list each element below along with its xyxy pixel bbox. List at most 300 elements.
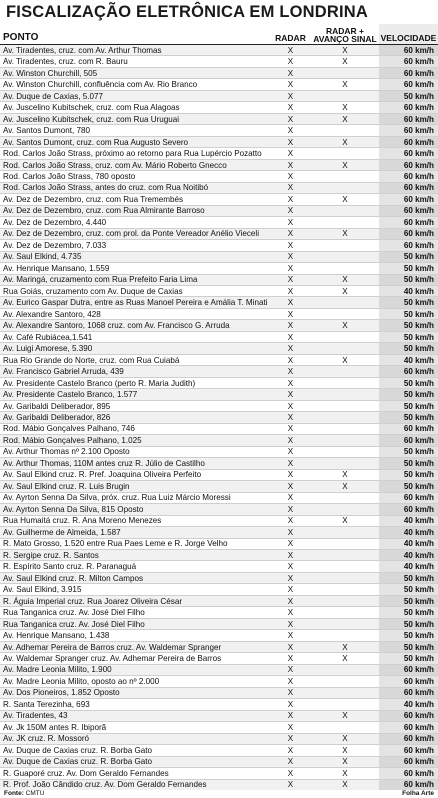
table-row: [0, 217, 438, 228]
cell-avanco: [311, 699, 379, 709]
table-row: [0, 688, 438, 699]
cell-velocidade: 40 km/h: [379, 561, 438, 571]
cell-ponto: Av. Maringá, cruzamento com Rua Prefeito Faria Lima: [3, 275, 198, 285]
cell-radar: X: [287, 654, 294, 663]
cell-velocidade: 50 km/h: [379, 252, 438, 262]
cell-avanco: X: [342, 642, 348, 652]
cell-velocidade: 40 km/h: [379, 516, 438, 526]
table-row: [0, 676, 438, 687]
table-row: [0, 206, 438, 217]
cell-ponto: Av. Dez de Dezembro, cruz. com Rua Tremembés: [3, 194, 184, 204]
cell-avanco: [311, 206, 379, 216]
cell-ponto: R. Mato Grosso, 1.520 entre Rua Paes Leme e R. Jorge Velho: [3, 539, 228, 549]
cell-radar: X: [287, 344, 294, 354]
cell-ponto: Rod. Carlos João Strass, próximo ao retorno para Rua Lupércio Pozatto: [3, 149, 262, 159]
cell-avanco: [311, 447, 379, 457]
cell-velocidade: 60 km/h: [379, 424, 438, 434]
table-row: [0, 447, 438, 458]
cell-velocidade: 50 km/h: [379, 619, 438, 629]
cell-avanco: X: [342, 734, 348, 744]
cell-avanco: [311, 630, 379, 640]
cell-radar: X: [287, 780, 294, 790]
cell-velocidade: 50 km/h: [379, 332, 438, 342]
cell-radar: X: [287, 504, 294, 514]
cell-radar: X: [287, 516, 294, 526]
table-row: [0, 584, 438, 595]
table-row: [0, 653, 438, 664]
cell-ponto: Rua Tanganica cruz. Av. José Diel Filho: [3, 608, 145, 618]
cell-velocidade: 60 km/h: [379, 745, 438, 755]
cell-radar: X: [287, 424, 294, 434]
cell-radar: X: [287, 217, 294, 227]
cell-radar: X: [287, 252, 294, 262]
table-row: [0, 699, 438, 710]
cell-ponto: Av. Waldemar Spranger cruz. Av. Adhemar Pereira de Barros: [3, 654, 222, 663]
cell-radar: X: [287, 470, 294, 480]
cell-velocidade: 60 km/h: [379, 688, 438, 698]
cell-radar: X: [287, 596, 294, 606]
cell-radar: X: [287, 688, 294, 698]
cell-avanco: [311, 332, 379, 342]
cell-radar: X: [287, 229, 294, 239]
cell-ponto: Rua Humaitá cruz. R. Ana Moreno Menezes: [3, 516, 162, 526]
cell-radar: X: [287, 539, 294, 549]
cell-avanco: [311, 493, 379, 503]
cell-radar: X: [287, 435, 294, 445]
cell-avanco: [311, 343, 379, 353]
table-row: [0, 768, 438, 779]
cell-velocidade: 50 km/h: [379, 653, 438, 663]
cell-ponto: R. Santa Terezinha, 693: [3, 699, 90, 709]
cell-avanco: [311, 171, 379, 181]
page-title: FISCALIZAÇÃO ELETRÔNICA EM LONDRINA: [6, 3, 369, 21]
table-row: [0, 171, 438, 182]
table-row: [0, 745, 438, 756]
cell-ponto: Av. Café Rubiácea,1.541: [3, 332, 93, 342]
cell-velocidade: 60 km/h: [379, 45, 438, 55]
cell-avanco: [311, 539, 379, 549]
table-row: [0, 355, 438, 366]
cell-avanco: [311, 401, 379, 411]
cell-ponto: Av. Santos Dumont, 780: [3, 126, 90, 136]
cell-ponto: Av. Garibaldi Deliberador, 826: [3, 412, 111, 422]
table-row: [0, 665, 438, 676]
cell-radar: X: [287, 665, 294, 675]
cell-radar: X: [287, 745, 294, 755]
cell-radar: X: [287, 68, 294, 78]
cell-velocidade: 50 km/h: [379, 275, 438, 285]
cell-avanco: [311, 458, 379, 468]
cell-ponto: Av. Dez de Dezembro, cruz. com prol. da Ponte Vereador Anélio Vieceli: [3, 229, 259, 239]
source-note: [4, 790, 44, 798]
cell-radar: X: [287, 722, 294, 732]
cell-avanco: [311, 676, 379, 686]
table-row: [0, 160, 438, 171]
table-row: [0, 424, 438, 435]
cell-radar: X: [287, 378, 294, 388]
cell-radar: X: [287, 137, 294, 147]
table-row: [0, 252, 438, 263]
cell-avanco: X: [342, 757, 348, 767]
cell-velocidade: 60 km/h: [379, 229, 438, 239]
cell-ponto: Av. Eurico Gaspar Dutra, entre as Ruas Manoel Pereira e Amália T. Minati: [3, 298, 268, 308]
cell-radar: X: [287, 57, 294, 67]
cell-velocidade: 60 km/h: [379, 194, 438, 204]
cell-radar: X: [287, 45, 294, 55]
cell-radar: X: [287, 390, 294, 400]
table-row: [0, 458, 438, 469]
cell-velocidade: 60 km/h: [379, 757, 438, 767]
cell-avanco: [311, 596, 379, 606]
cell-velocidade: 60 km/h: [379, 114, 438, 124]
cell-avanco: X: [342, 711, 348, 721]
cell-avanco: [311, 297, 379, 307]
cell-velocidade: 60 km/h: [379, 160, 438, 170]
cell-ponto: R. Prof. João Cândido cruz. Av. Dom Geraldo Fernandes: [3, 780, 207, 790]
cell-avanco: [311, 378, 379, 388]
cell-radar: X: [287, 585, 294, 595]
table-row: [0, 412, 438, 423]
cell-ponto: Av. Presidente Castelo Branco, 1.577: [3, 390, 138, 400]
cell-avanco: X: [342, 745, 348, 755]
table-row: [0, 309, 438, 320]
cell-avanco: [311, 183, 379, 193]
cell-avanco: [311, 263, 379, 273]
cell-avanco: [311, 424, 379, 434]
table-row: [0, 619, 438, 630]
table-row: [0, 79, 438, 90]
cell-ponto: Av. Alexandre Santoro, 428: [3, 309, 101, 319]
cell-velocidade: 60 km/h: [379, 435, 438, 445]
cell-ponto: Rod. Carlos João Strass, 780 oposto: [3, 171, 136, 181]
cell-velocidade: 40 km/h: [379, 699, 438, 709]
cell-velocidade: 60 km/h: [379, 734, 438, 744]
cell-radar: X: [287, 149, 294, 159]
header-avanco-line2: AVANÇO SINAL: [313, 34, 377, 44]
table-row: [0, 481, 438, 492]
cell-velocidade: 50 km/h: [379, 378, 438, 388]
table-header: [0, 24, 438, 45]
cell-velocidade: 60 km/h: [379, 217, 438, 227]
table-row: [0, 470, 438, 481]
cell-ponto: Av. Francisco Gabriel Arruda, 439: [3, 367, 124, 377]
cell-avanco: X: [342, 516, 348, 526]
cell-radar: X: [287, 194, 294, 204]
cell-radar: X: [287, 275, 294, 285]
table-row: [0, 297, 438, 308]
cell-radar: X: [287, 676, 294, 686]
cell-avanco: X: [342, 470, 348, 480]
cell-avanco: [311, 607, 379, 617]
cell-velocidade: 40 km/h: [379, 527, 438, 537]
cell-velocidade: 50 km/h: [379, 343, 438, 353]
cell-avanco: [311, 722, 379, 732]
cell-velocidade: 60 km/h: [379, 171, 438, 181]
cell-velocidade: 40 km/h: [379, 539, 438, 549]
cell-ponto: Av. Dos Pioneiros, 1.852 Oposto: [3, 688, 120, 698]
cell-ponto: Av. Ayrton Senna Da Silva, próx. cruz. Rua Luiz Márcio Moressi: [3, 493, 231, 503]
cell-avanco: [311, 584, 379, 594]
cell-velocidade: 40 km/h: [379, 550, 438, 560]
credit: Folha Arte: [402, 790, 434, 797]
table-row: [0, 240, 438, 251]
table-body: [0, 45, 438, 791]
cell-velocidade: 50 km/h: [379, 297, 438, 307]
table-row: [0, 493, 438, 504]
table-row: [0, 102, 438, 113]
cell-velocidade: 40 km/h: [379, 355, 438, 365]
cell-radar: X: [287, 631, 294, 641]
cell-ponto: Av. Duque de Caxias cruz. R. Borba Gato: [3, 745, 153, 755]
table-row: [0, 286, 438, 297]
header-avanco-line1: RADAR +: [325, 26, 365, 36]
cell-radar: X: [287, 298, 294, 308]
cell-radar: X: [287, 355, 294, 365]
cell-velocidade: 50 km/h: [379, 596, 438, 606]
cell-avanco: [311, 665, 379, 675]
table-row: [0, 332, 438, 343]
cell-radar: X: [287, 699, 294, 709]
cell-ponto: Av. Henrique Mansano, 1.438: [3, 631, 110, 641]
cell-ponto: Av. Duque de Caxias, 5.077: [3, 91, 104, 101]
cell-velocidade: 60 km/h: [379, 79, 438, 89]
cell-radar: X: [287, 493, 294, 503]
cell-velocidade: 60 km/h: [379, 711, 438, 721]
header-radar-avanco: [311, 24, 379, 44]
cell-velocidade: 60 km/h: [379, 56, 438, 66]
cell-ponto: Av. Dez de Dezembro, 7.033: [3, 240, 107, 250]
table-row: [0, 573, 438, 584]
cell-avanco: [311, 91, 379, 101]
table-row: [0, 596, 438, 607]
cell-ponto: Rod. Mábio Gonçalves Palhano, 746: [3, 424, 135, 434]
table-row: [0, 275, 438, 286]
cell-avanco: [311, 309, 379, 319]
cell-ponto: Av. Henrique Mansano, 1.559: [3, 263, 110, 273]
table-row: [0, 91, 438, 102]
table-row: [0, 435, 438, 446]
cell-velocidade: 60 km/h: [379, 665, 438, 675]
cell-velocidade: 50 km/h: [379, 309, 438, 319]
cell-avanco: [311, 561, 379, 571]
table-row: [0, 711, 438, 722]
cell-radar: X: [287, 401, 294, 411]
cell-radar: X: [287, 160, 294, 170]
cell-avanco: X: [342, 194, 348, 204]
cell-ponto: Av. Duque de Caxias cruz. R. Borba Gato: [3, 757, 153, 767]
table-row: [0, 561, 438, 572]
cell-radar: X: [287, 286, 294, 296]
table-row: [0, 263, 438, 274]
cell-ponto: Av. Ayrton Senna Da Silva, 815 Oposto: [3, 504, 144, 514]
cell-radar: X: [287, 263, 294, 273]
cell-ponto: R. Sergipe cruz. R. Santos: [3, 550, 99, 560]
source-value: CMTU: [25, 790, 45, 797]
cell-velocidade: 60 km/h: [379, 240, 438, 250]
cell-ponto: Rua Goiás, cruzamento com Av. Duque de Caxias: [3, 286, 183, 296]
cell-ponto: Av. Juscelino Kubitschek, cruz. com Rua Alagoas: [3, 103, 180, 113]
cell-velocidade: 50 km/h: [379, 642, 438, 652]
cell-avanco: [311, 252, 379, 262]
cell-ponto: Av. Luigi Amorese, 5.390: [3, 344, 93, 354]
cell-velocidade: 50 km/h: [379, 401, 438, 411]
cell-avanco: [311, 148, 379, 158]
cell-ponto: Av. Saul Elkind cruz. R. Milton Campos: [3, 573, 144, 583]
cell-velocidade: 60 km/h: [379, 722, 438, 732]
table-row: [0, 539, 438, 550]
cell-ponto: R. Águia Imperial cruz. Rua Joarez Oliveira César: [3, 596, 183, 606]
header-ponto: PONTO: [3, 32, 39, 43]
cell-avanco: X: [342, 275, 348, 285]
cell-velocidade: 60 km/h: [379, 493, 438, 503]
table-row: [0, 642, 438, 653]
cell-ponto: R. Espírito Santo cruz. R. Paranaguá: [3, 562, 137, 572]
cell-radar: X: [287, 309, 294, 319]
cell-ponto: Av. Guilherme de Almeida, 1.587: [3, 527, 121, 537]
cell-ponto: Av. Saul Elkind, 3.915: [3, 585, 82, 595]
cell-ponto: Av. JK cruz. R. Mossoró: [3, 734, 90, 744]
cell-ponto: Av. Saul Elkind cruz. R. Pref. Joaquina Oliveira Perfeito: [3, 470, 202, 480]
cell-velocidade: 50 km/h: [379, 481, 438, 491]
cell-radar: X: [287, 458, 294, 468]
cell-ponto: Av. Santos Dumont, cruz. com Rua Augusto Severo: [3, 137, 189, 147]
cell-avanco: X: [342, 229, 348, 239]
cell-avanco: X: [342, 780, 348, 790]
table-row: [0, 378, 438, 389]
cell-velocidade: 50 km/h: [379, 573, 438, 583]
table-row: [0, 229, 438, 240]
source-label: Fonte:: [4, 790, 24, 797]
table-row: [0, 504, 438, 515]
cell-ponto: Av. Garibaldi Deliberador, 895: [3, 401, 111, 411]
table-row: [0, 148, 438, 159]
cell-avanco: [311, 412, 379, 422]
cell-ponto: Av. Saul Elkind cruz. R. Luis Brugin: [3, 481, 130, 491]
cell-radar: X: [287, 367, 294, 377]
table-row: [0, 527, 438, 538]
cell-avanco: X: [342, 45, 348, 55]
cell-radar: X: [287, 768, 294, 778]
table-row: [0, 757, 438, 768]
cell-avanco: [311, 435, 379, 445]
cell-velocidade: 50 km/h: [379, 607, 438, 617]
cell-ponto: Av. Winston Churchill, confluência com Av. Rio Branco: [3, 80, 198, 90]
cell-avanco: [311, 217, 379, 227]
cell-radar: X: [287, 321, 294, 331]
cell-ponto: Av. Jk 150M antes R. Ibiporã: [3, 722, 107, 732]
table-row: [0, 389, 438, 400]
cell-avanco: [311, 68, 379, 78]
cell-radar: X: [287, 412, 294, 422]
cell-radar: X: [287, 757, 294, 767]
table-row: [0, 56, 438, 67]
cell-ponto: Av. Presidente Castelo Branco (perto R. Maria Judith): [3, 378, 196, 388]
cell-radar: X: [287, 527, 294, 537]
header-velocidade: VELOCIDADE: [379, 24, 438, 44]
cell-ponto: Av. Winston Churchill, 505: [3, 68, 98, 78]
cell-avanco: X: [342, 137, 348, 147]
table-row: [0, 516, 438, 527]
cell-velocidade: 60 km/h: [379, 137, 438, 147]
cell-ponto: Av. Adhemar Pereira de Barros cruz. Av. Waldemar Spranger: [3, 642, 222, 652]
cell-ponto: Av. Tiradentes, 43: [3, 711, 68, 721]
cell-velocidade: 50 km/h: [379, 458, 438, 468]
cell-avanco: X: [342, 768, 348, 778]
cell-ponto: Rua Rio Grande do Norte, cruz. com Rua Cuiabá: [3, 355, 180, 365]
table-row: [0, 68, 438, 79]
table-row: [0, 125, 438, 136]
cell-velocidade: 60 km/h: [379, 366, 438, 376]
cell-ponto: R. Guaporé cruz. Av. Dom Geraldo Fernandes: [3, 768, 169, 778]
table-row: [0, 343, 438, 354]
cell-velocidade: 40 km/h: [379, 286, 438, 296]
cell-velocidade: 60 km/h: [379, 125, 438, 135]
table-row: [0, 550, 438, 561]
cell-avanco: X: [342, 160, 348, 170]
cell-avanco: X: [342, 103, 348, 113]
table-row: [0, 734, 438, 745]
cell-avanco: X: [342, 481, 348, 491]
cell-velocidade: 60 km/h: [379, 148, 438, 158]
cell-ponto: Av. Arthur Thomas nº 2.100 Oposto: [3, 447, 130, 457]
cell-avanco: X: [342, 654, 348, 663]
cell-ponto: Av. Arthur Thomas, 110M antes cruz R. Júlio de Castilho: [3, 458, 205, 468]
cell-avanco: X: [342, 355, 348, 365]
cell-velocidade: 50 km/h: [379, 630, 438, 640]
cell-avanco: [311, 619, 379, 629]
cell-velocidade: 60 km/h: [379, 68, 438, 78]
cell-ponto: Rod. Carlos João Strass, cruz. com Av. Mário Roberto Gnecco: [3, 160, 227, 170]
cell-avanco: [311, 366, 379, 376]
cell-radar: X: [287, 91, 294, 101]
cell-velocidade: 60 km/h: [379, 676, 438, 686]
cell-avanco: [311, 389, 379, 399]
table-row: [0, 607, 438, 618]
table-row: [0, 194, 438, 205]
cell-ponto: Rod. Carlos João Strass, antes do cruz. com Rua Noitibó: [3, 183, 209, 193]
cell-velocidade: 50 km/h: [379, 412, 438, 422]
cell-radar: X: [287, 447, 294, 457]
table-row: [0, 183, 438, 194]
cell-ponto: Rua Tanganica cruz. Av. José Diel Filho: [3, 619, 145, 629]
table-row: [0, 401, 438, 412]
cell-radar: X: [287, 332, 294, 342]
footer: [0, 790, 438, 798]
cell-radar: X: [287, 80, 294, 90]
table-row: [0, 722, 438, 733]
cell-radar: X: [287, 126, 294, 136]
cell-ponto: Av. Tiradentes, cruz. com Av. Arthur Thomas: [3, 45, 162, 55]
cell-ponto: Av. Saul Elkind, 4.735: [3, 252, 82, 262]
cell-velocidade: 60 km/h: [379, 206, 438, 216]
cell-velocidade: 50 km/h: [379, 263, 438, 273]
cell-radar: X: [287, 608, 294, 618]
cell-avanco: [311, 125, 379, 135]
cell-avanco: [311, 688, 379, 698]
cell-ponto: Av. Dez de Dezembro, cruz. com Rua Almirante Barroso: [3, 206, 205, 216]
table-row: [0, 114, 438, 125]
cell-avanco: X: [342, 321, 348, 331]
cell-radar: X: [287, 734, 294, 744]
cell-ponto: Av. Madre Leonia Milito, oposto ao nº 2.000: [3, 676, 160, 686]
cell-avanco: X: [342, 80, 348, 90]
cell-radar: X: [287, 711, 294, 721]
cell-velocidade: 60 km/h: [379, 183, 438, 193]
cell-velocidade: 50 km/h: [379, 447, 438, 457]
cell-velocidade: 60 km/h: [379, 504, 438, 514]
header-radar: RADAR: [275, 33, 306, 43]
table-row: [0, 630, 438, 641]
